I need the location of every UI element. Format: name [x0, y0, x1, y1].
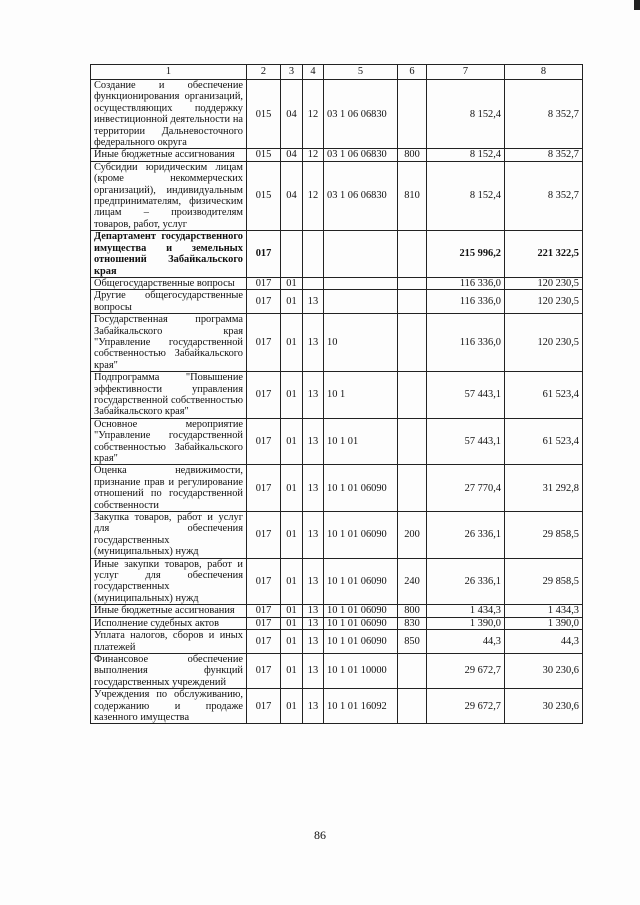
- section-code-cell: 01: [281, 630, 303, 654]
- column-header: 2: [247, 65, 281, 80]
- item-name-cell: Иные бюджетные ассигнования: [91, 605, 247, 617]
- amount-year1-cell: 116 336,0: [427, 290, 505, 314]
- amount-year1-cell: 8 152,4: [427, 80, 505, 149]
- table-row: [91, 231, 583, 278]
- amount-year2-cell: 8 352,7: [505, 161, 583, 230]
- section-code-cell: 01: [281, 512, 303, 559]
- amount-year2-cell: 61 523,4: [505, 372, 583, 419]
- item-name-cell: Иные закупки товаров, работ и услуг для обеспечения государственных (муниципальных) нужд: [91, 558, 247, 605]
- item-name-cell: Создание и обеспечение функционирования организаций, осуществляющих поддержку инвестиционной деятельности на территории Дальневосточного федерального округа: [91, 80, 247, 149]
- table-body: [91, 80, 583, 724]
- amount-year2-cell: 8 352,7: [505, 149, 583, 161]
- item-name-cell: Основное мероприятие "Управление государственной собственностью Забайкальского края": [91, 418, 247, 465]
- table-row: [91, 465, 583, 512]
- table-row: [91, 605, 583, 617]
- amount-year1-cell: 26 336,1: [427, 558, 505, 605]
- table-row: [91, 149, 583, 161]
- ministry-code-cell: 017: [247, 314, 281, 372]
- section-code-cell: 01: [281, 605, 303, 617]
- amount-year1-cell: 215 996,2: [427, 231, 505, 278]
- target-article-cell: [324, 231, 398, 278]
- amount-year1-cell: 27 770,4: [427, 465, 505, 512]
- expense-type-cell: 240: [398, 558, 427, 605]
- amount-year1-cell: 1 434,3: [427, 605, 505, 617]
- item-name-cell: Уплата налогов, сборов и иных платежей: [91, 630, 247, 654]
- table-row: [91, 290, 583, 314]
- expense-type-cell: [398, 80, 427, 149]
- item-name-cell: Департамент государственного имущества и земельных отношений Забайкальского края: [91, 231, 247, 278]
- budget-table: [90, 64, 583, 724]
- item-name-cell: Закупка товаров, работ и услуг для обеспечения государственных (муниципальных) нужд: [91, 512, 247, 559]
- expense-type-cell: 800: [398, 149, 427, 161]
- target-article-cell: 10 1 01 06090: [324, 605, 398, 617]
- table-row: [91, 653, 583, 688]
- amount-year2-cell: 44,3: [505, 630, 583, 654]
- item-name-cell: Общегосударственные вопросы: [91, 277, 247, 289]
- column-header: 4: [303, 65, 324, 80]
- target-article-cell: 10 1 01 06090: [324, 465, 398, 512]
- target-article-cell: 10 1 01 06090: [324, 558, 398, 605]
- subsection-code-cell: 13: [303, 630, 324, 654]
- amount-year1-cell: 57 443,1: [427, 418, 505, 465]
- amount-year1-cell: 116 336,0: [427, 314, 505, 372]
- item-name-cell: Субсидии юридическим лицам (кроме некоммерческих организаций), индивидуальным предпринимателям, физическим лицам – производителям товаров, работ, услуг: [91, 161, 247, 230]
- amount-year2-cell: 30 230,6: [505, 653, 583, 688]
- target-article-cell: 03 1 06 06830: [324, 161, 398, 230]
- subsection-code-cell: 13: [303, 605, 324, 617]
- subsection-code-cell: 13: [303, 290, 324, 314]
- amount-year2-cell: 29 858,5: [505, 558, 583, 605]
- ministry-code-cell: 017: [247, 231, 281, 278]
- target-article-cell: [324, 277, 398, 289]
- section-code-cell: 01: [281, 277, 303, 289]
- amount-year1-cell: 116 336,0: [427, 277, 505, 289]
- target-article-cell: 03 1 06 06830: [324, 80, 398, 149]
- ministry-code-cell: 017: [247, 277, 281, 289]
- amount-year2-cell: 1 434,3: [505, 605, 583, 617]
- expense-type-cell: [398, 290, 427, 314]
- target-article-cell: 10 1 01 06090: [324, 512, 398, 559]
- ministry-code-cell: 017: [247, 418, 281, 465]
- target-article-cell: 10 1: [324, 372, 398, 419]
- expense-type-cell: 800: [398, 605, 427, 617]
- amount-year2-cell: 8 352,7: [505, 80, 583, 149]
- table-row: [91, 277, 583, 289]
- table-row: [91, 617, 583, 629]
- expense-type-cell: [398, 277, 427, 289]
- subsection-code-cell: 13: [303, 558, 324, 605]
- ministry-code-cell: 017: [247, 512, 281, 559]
- expense-type-cell: [398, 372, 427, 419]
- subsection-code-cell: 13: [303, 653, 324, 688]
- table-row: [91, 558, 583, 605]
- table-row: [91, 630, 583, 654]
- target-article-cell: [324, 290, 398, 314]
- target-article-cell: 10 1 01 10000: [324, 653, 398, 688]
- column-header: 8: [505, 65, 583, 80]
- amount-year1-cell: 29 672,7: [427, 653, 505, 688]
- amount-year2-cell: 61 523,4: [505, 418, 583, 465]
- ministry-code-cell: 017: [247, 630, 281, 654]
- section-code-cell: 01: [281, 290, 303, 314]
- section-code-cell: 01: [281, 465, 303, 512]
- column-header: 6: [398, 65, 427, 80]
- subsection-code-cell: 13: [303, 617, 324, 629]
- amount-year1-cell: 26 336,1: [427, 512, 505, 559]
- ministry-code-cell: 017: [247, 653, 281, 688]
- item-name-cell: Исполнение судебных актов: [91, 617, 247, 629]
- amount-year1-cell: 44,3: [427, 630, 505, 654]
- subsection-code-cell: [303, 277, 324, 289]
- expense-type-cell: 830: [398, 617, 427, 629]
- amount-year1-cell: 8 152,4: [427, 161, 505, 230]
- section-code-cell: 01: [281, 558, 303, 605]
- table-row: [91, 161, 583, 230]
- ministry-code-cell: 017: [247, 465, 281, 512]
- subsection-code-cell: 13: [303, 512, 324, 559]
- target-article-cell: 10 1 01: [324, 418, 398, 465]
- ministry-code-cell: 017: [247, 689, 281, 724]
- column-header: 5: [324, 65, 398, 80]
- subsection-code-cell: 12: [303, 149, 324, 161]
- amount-year1-cell: 57 443,1: [427, 372, 505, 419]
- expense-type-cell: 810: [398, 161, 427, 230]
- page-number: 86: [314, 828, 326, 842]
- amount-year2-cell: 120 230,5: [505, 314, 583, 372]
- item-name-cell: Оценка недвижимости, признание прав и регулирование отношений по государственной собственности: [91, 465, 247, 512]
- target-article-cell: 03 1 06 06830: [324, 149, 398, 161]
- section-code-cell: 01: [281, 689, 303, 724]
- amount-year2-cell: 1 390,0: [505, 617, 583, 629]
- ministry-code-cell: 017: [247, 558, 281, 605]
- expense-type-cell: 850: [398, 630, 427, 654]
- amount-year1-cell: 1 390,0: [427, 617, 505, 629]
- expense-type-cell: [398, 465, 427, 512]
- item-name-cell: Иные бюджетные ассигнования: [91, 149, 247, 161]
- table-row: [91, 512, 583, 559]
- section-code-cell: 04: [281, 161, 303, 230]
- section-code-cell: 01: [281, 314, 303, 372]
- subsection-code-cell: 13: [303, 372, 324, 419]
- subsection-code-cell: 12: [303, 80, 324, 149]
- section-code-cell: [281, 231, 303, 278]
- table-row: [91, 689, 583, 724]
- expense-type-cell: [398, 653, 427, 688]
- section-code-cell: 01: [281, 617, 303, 629]
- target-article-cell: 10 1 01 06090: [324, 617, 398, 629]
- table-row: [91, 314, 583, 372]
- column-header: 3: [281, 65, 303, 80]
- amount-year2-cell: 30 230,6: [505, 689, 583, 724]
- expense-type-cell: [398, 418, 427, 465]
- column-header: 7: [427, 65, 505, 80]
- expense-type-cell: [398, 314, 427, 372]
- subsection-code-cell: 13: [303, 314, 324, 372]
- scan-edge-mark: [634, 0, 640, 10]
- expense-type-cell: [398, 231, 427, 278]
- item-name-cell: Государственная программа Забайкальского края "Управление государственной собственностью Забайкальского края": [91, 314, 247, 372]
- ministry-code-cell: 015: [247, 80, 281, 149]
- amount-year2-cell: 31 292,8: [505, 465, 583, 512]
- section-code-cell: 01: [281, 418, 303, 465]
- amount-year1-cell: 8 152,4: [427, 149, 505, 161]
- subsection-code-cell: [303, 231, 324, 278]
- item-name-cell: Учреждения по обслуживанию, содержанию и продаже казенного имущества: [91, 689, 247, 724]
- amount-year2-cell: 221 322,5: [505, 231, 583, 278]
- section-code-cell: 04: [281, 149, 303, 161]
- subsection-code-cell: 12: [303, 161, 324, 230]
- amount-year2-cell: 120 230,5: [505, 277, 583, 289]
- amount-year1-cell: 29 672,7: [427, 689, 505, 724]
- amount-year2-cell: 29 858,5: [505, 512, 583, 559]
- table-row: [91, 80, 583, 149]
- target-article-cell: 10 1 01 06090: [324, 630, 398, 654]
- section-code-cell: 01: [281, 653, 303, 688]
- ministry-code-cell: 017: [247, 617, 281, 629]
- target-article-cell: 10 1 01 16092: [324, 689, 398, 724]
- section-code-cell: 01: [281, 372, 303, 419]
- target-article-cell: 10: [324, 314, 398, 372]
- subsection-code-cell: 13: [303, 465, 324, 512]
- table-header-row: [91, 65, 583, 80]
- section-code-cell: 04: [281, 80, 303, 149]
- column-header: 1: [91, 65, 247, 80]
- ministry-code-cell: 017: [247, 290, 281, 314]
- ministry-code-cell: 017: [247, 605, 281, 617]
- ministry-code-cell: 015: [247, 161, 281, 230]
- ministry-code-cell: 017: [247, 372, 281, 419]
- subsection-code-cell: 13: [303, 689, 324, 724]
- expense-type-cell: 200: [398, 512, 427, 559]
- expense-type-cell: [398, 689, 427, 724]
- table-row: [91, 372, 583, 419]
- item-name-cell: Подпрограмма "Повышение эффективности управления государственной собственностью Забайкальского края": [91, 372, 247, 419]
- item-name-cell: Другие общегосударственные вопросы: [91, 290, 247, 314]
- subsection-code-cell: 13: [303, 418, 324, 465]
- ministry-code-cell: 015: [247, 149, 281, 161]
- table-row: [91, 418, 583, 465]
- item-name-cell: Финансовое обеспечение выполнения функций государственных учреждений: [91, 653, 247, 688]
- amount-year2-cell: 120 230,5: [505, 290, 583, 314]
